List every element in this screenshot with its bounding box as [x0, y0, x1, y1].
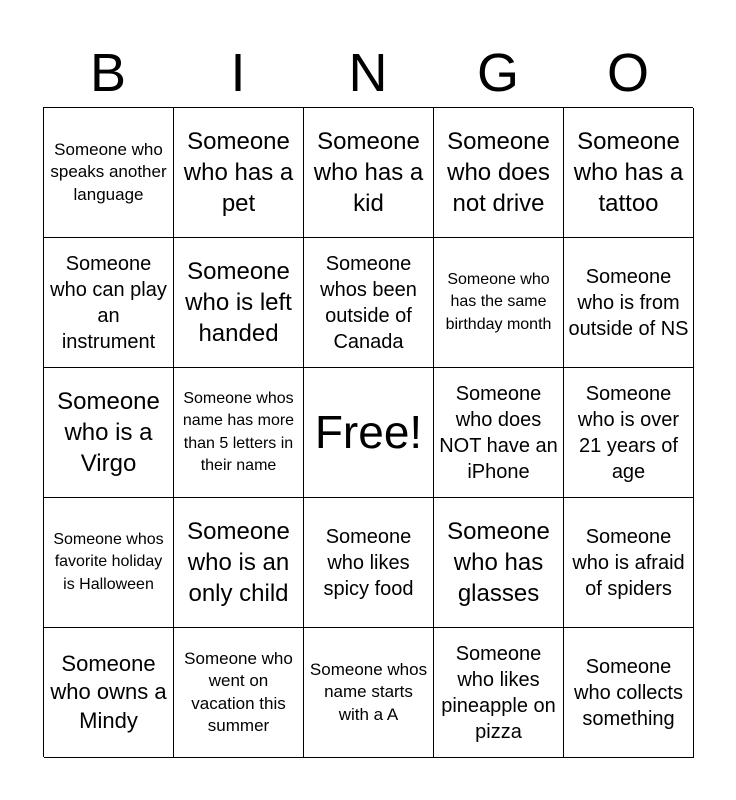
bingo-cell[interactable]: Someone who has a kid	[304, 108, 434, 238]
bingo-header	[43, 42, 693, 104]
bingo-cell[interactable]: Someone who likes pineapple on pizza	[434, 628, 564, 758]
bingo-cell[interactable]: Someone who owns a Mindy	[44, 628, 174, 758]
header-letter-n: N	[348, 43, 388, 103]
bingo-cell[interactable]: Someone whos been outside of Canada	[304, 238, 434, 368]
bingo-cell[interactable]: Someone who collects something	[564, 628, 694, 758]
bingo-cell[interactable]: Someone who is over 21 years of age	[564, 368, 694, 498]
free-space[interactable]: Free!	[304, 368, 434, 498]
header-letter-i: I	[230, 43, 246, 103]
header-letter-g: G	[476, 43, 519, 103]
bingo-cell[interactable]: Someone who is from outside of NS	[564, 238, 694, 368]
bingo-cell[interactable]: Someone who likes spicy food	[304, 498, 434, 628]
bingo-cell[interactable]: Someone who is a Virgo	[44, 368, 174, 498]
bingo-grid	[43, 107, 693, 757]
bingo-cell[interactable]: Someone who speaks another language	[44, 108, 174, 238]
bingo-cell[interactable]: Someone who has the same birthday month	[434, 238, 564, 368]
bingo-cell[interactable]: Someone who has glasses	[434, 498, 564, 628]
bingo-cell[interactable]: Someone who does NOT have an iPhone	[434, 368, 564, 498]
header-letter-o: O	[606, 43, 649, 103]
bingo-cell[interactable]: Someone who does not drive	[434, 108, 564, 238]
bingo-cell[interactable]: Someone whos favorite holiday is Halloween	[44, 498, 174, 628]
bingo-cell[interactable]: Someone whos name has more than 5 letters in their name	[174, 368, 304, 498]
bingo-cell[interactable]: Someone who can play an instrument	[44, 238, 174, 368]
bingo-cell[interactable]: Someone who went on vacation this summer	[174, 628, 304, 758]
bingo-cell[interactable]: Someone whos name starts with a A	[304, 628, 434, 758]
bingo-cell[interactable]: Someone who has a pet	[174, 108, 304, 238]
bingo-cell[interactable]: Someone who has a tattoo	[564, 108, 694, 238]
bingo-cell[interactable]: Someone who is left handed	[174, 238, 304, 368]
bingo-cell[interactable]: Someone who is afraid of spiders	[564, 498, 694, 628]
header-letter-b: B	[89, 43, 127, 103]
bingo-cell[interactable]: Someone who is an only child	[174, 498, 304, 628]
